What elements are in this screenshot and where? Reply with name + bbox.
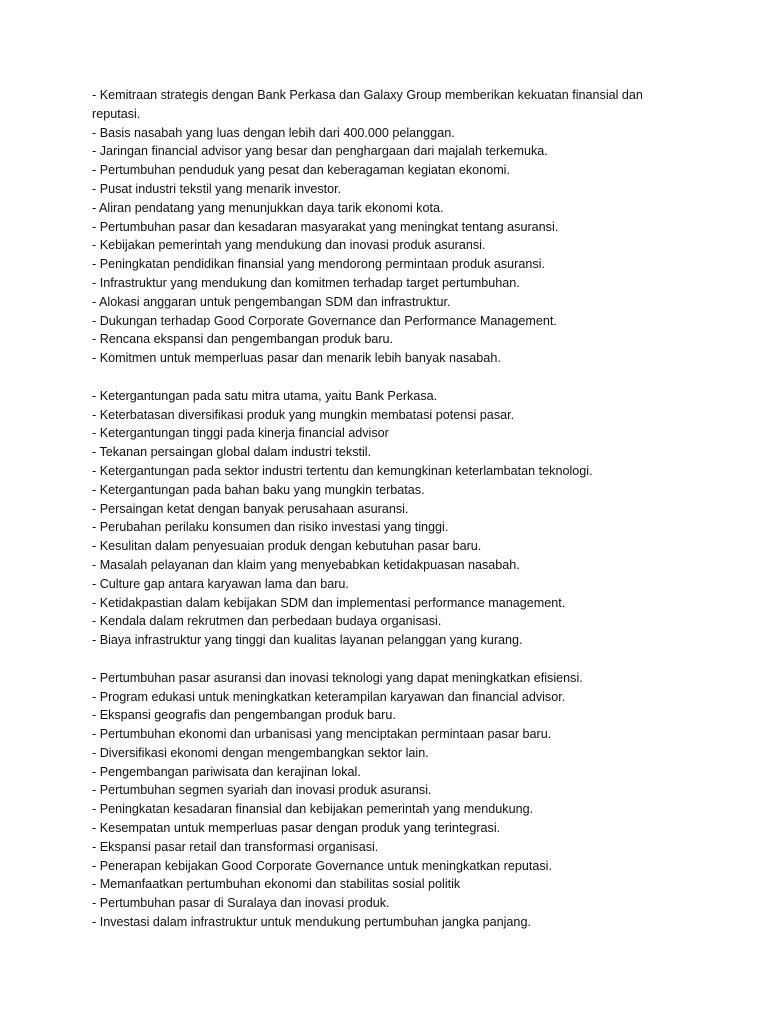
list-item: - Memanfaatkan pertumbuhan ekonomi dan stabilitas sosial politik (92, 877, 461, 892)
list-item: - Investasi dalam infrastruktur untuk mendukung pertumbuhan jangka panjang. (92, 915, 531, 930)
list-item: - Pengembangan pariwisata dan kerajinan lokal. (92, 764, 361, 779)
list-item: - Peningkatan pendidikan finansial yang mendorong permintaan produk asuransi. (92, 257, 545, 272)
list-item: - Pertumbuhan penduduk yang pesat dan keberagaman kegiatan ekonomi. (92, 163, 510, 178)
list-item: - Ketergantungan pada satu mitra utama, yaitu Bank Perkasa. (92, 388, 438, 403)
list-item: - Pertumbuhan pasar dan kesadaran masyarakat yang meningkat tentang asuransi. (92, 219, 559, 234)
list-item: - Ketergantungan pada bahan baku yang mungkin terbatas. (92, 482, 425, 497)
list-item: - Kebijakan pemerintah yang mendukung dan inovasi produk asuransi. (92, 238, 486, 253)
opportunities-list (92, 669, 672, 932)
list-item: - Kendala dalam rekrutmen dan perbedaan budaya organisasi. (92, 614, 442, 629)
list-item: - Masalah pelayanan dan klaim yang menyebabkan ketidakpuasan nasabah. (92, 557, 520, 572)
strengths-list (92, 86, 672, 368)
list-item: - Ketergantungan pada sektor industri tertentu dan kemungkinan keterlambatan teknologi. (92, 463, 593, 478)
list-item: - Culture gap antara karyawan lama dan baru. (92, 576, 349, 591)
list-item: - Perubahan perilaku konsumen dan risiko investasi yang tinggi. (92, 520, 449, 535)
list-item: - Ekspansi geografis dan pengembangan produk baru. (92, 708, 396, 723)
list-item: - Biaya infrastruktur yang tinggi dan kualitas layanan pelanggan yang kurang. (92, 633, 523, 648)
weaknesses-list (92, 387, 672, 650)
list-item: - Persaingan ketat dengan banyak perusahaan asuransi. (92, 501, 409, 516)
list-item: - Pusat industri tekstil yang menarik investor. (92, 181, 342, 196)
list-item: - Infrastruktur yang mendukung dan komitmen terhadap target pertumbuhan. (92, 275, 520, 290)
list-item: - Pertumbuhan pasar di Suralaya dan inovasi produk. (92, 896, 390, 911)
list-item: - Tekanan persaingan global dalam industri tekstil. (92, 445, 372, 460)
list-item: - Alokasi anggaran untuk pengembangan SDM dan infrastruktur. (92, 294, 451, 309)
list-item: - Jaringan financial advisor yang besar dan penghargaan dari majalah terkemuka. (92, 144, 548, 159)
list-item: - Ekspansi pasar retail dan transformasi organisasi. (92, 839, 379, 854)
list-item: - Pertumbuhan ekonomi dan urbanisasi yang menciptakan permintaan pasar baru. (92, 727, 552, 742)
list-item: - Diversifikasi ekonomi dengan mengembangkan sektor lain. (92, 745, 429, 760)
list-item: - Peningkatan kesadaran finansial dan kebijakan pemerintah yang mendukung. (92, 802, 534, 817)
list-item: - Komitmen untuk memperluas pasar dan menarik lebih banyak nasabah. (92, 351, 501, 366)
list-item: - Aliran pendatang yang menunjukkan daya tarik ekonomi kota. (92, 200, 444, 215)
list-item: - Ketidakpastian dalam kebijakan SDM dan implementasi performance management. (92, 595, 566, 610)
list-item: - Pertumbuhan segmen syariah dan inovasi produk asuransi. (92, 783, 432, 798)
list-item: - Program edukasi untuk meningkatkan keterampilan karyawan dan financial advisor. (92, 689, 566, 704)
list-item: - Penerapan kebijakan Good Corporate Governance untuk meningkatkan reputasi. (92, 858, 552, 873)
list-item: - Pertumbuhan pasar asuransi dan inovasi teknologi yang dapat meningkatkan efisiensi. (92, 670, 583, 685)
list-item: - Rencana ekspansi dan pengembangan produk baru. (92, 332, 394, 347)
list-item: - Dukungan terhadap Good Corporate Governance dan Performance Management. (92, 313, 557, 328)
list-item: - Kesempatan untuk memperluas pasar dengan produk yang terintegrasi. (92, 821, 501, 836)
list-item: - Basis nasabah yang luas dengan lebih dari 400.000 pelanggan. (92, 125, 455, 140)
list-item: - Kemitraan strategis dengan Bank Perkasa dan Galaxy Group memberikan kekuatan finansial dan reputasi. (92, 88, 643, 121)
list-item: - Ketergantungan tinggi pada kinerja financial advisor (92, 426, 389, 441)
document-page (92, 86, 672, 932)
list-item: - Kesulitan dalam penyesuaian produk dengan kebutuhan pasar baru. (92, 539, 482, 554)
list-item: - Keterbatasan diversifikasi produk yang mungkin membatasi potensi pasar. (92, 407, 515, 422)
